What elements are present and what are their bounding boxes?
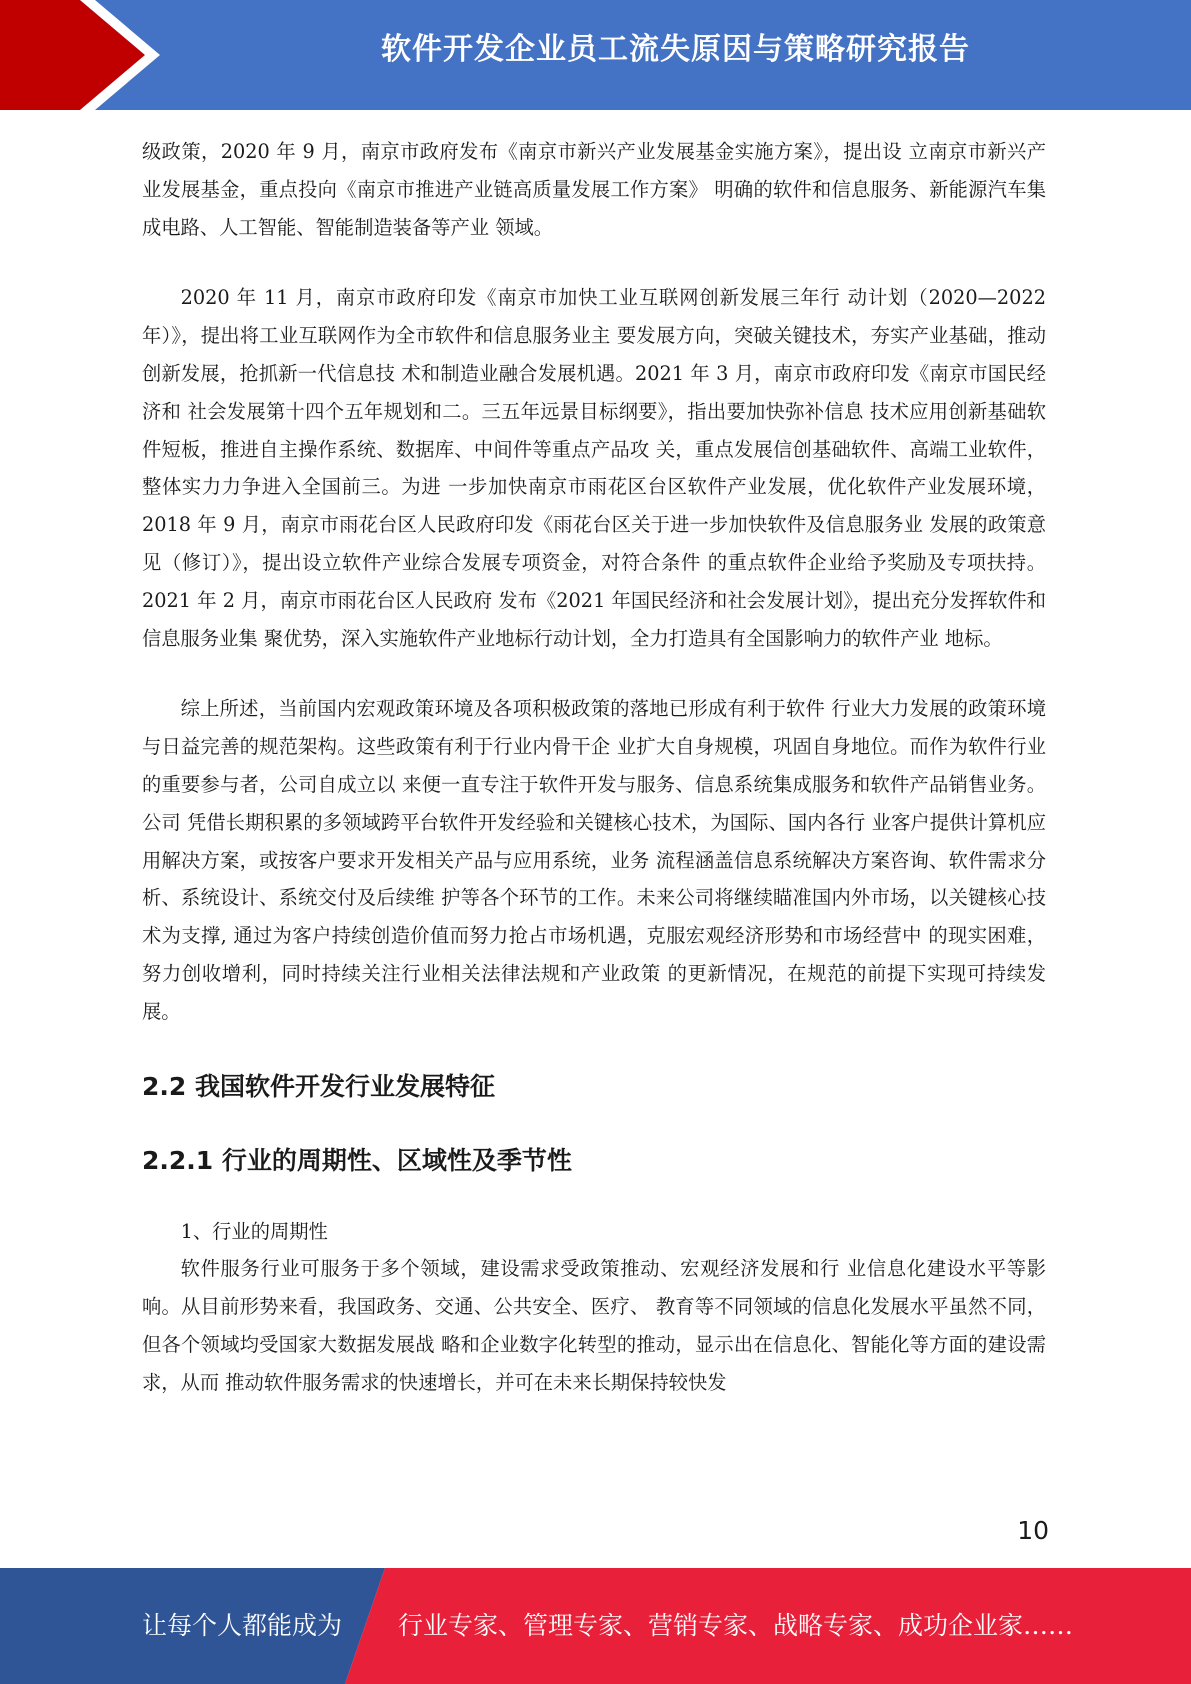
paragraph-policy-2020-11: 2020 年 11 月，南京市政府印发《南京市加快工业互联网创新发展三年行 动计划（2020—2022 年）》，提出将工业互联网作为全市软件和信息服务业主 要发展方向，突破关键技术，夯实产业基础，推动创新发展，抢抓新一代信息技 术和制造业融合发展机遇。2021 年 3 月，南京市政府印发《南京市国民经济和 社会发展第十四个五年规划和二。三五年远景目标纲要》，指出要加快弥补信息 技术应用创新基础软件短板，推进自主操作系统、数据库、中间件等重点产品攻 关，重点发展信创基础软件、高端工业软件，整体实力力争进入全国前三。为进 一步加快南京市雨花区台区软件产业发展，优化软件产业发展环境，2018 年 9 月，南京市雨花台区人民政府印发《雨花台区关于进一步加快软件及信息服务业 发展的政策意见（修订）》，提出设立软件产业综合发展专项资金，对符合条件 的重点软件企业给予奖励及专项扶持。2021 年 2 月，南京市雨花台区人民政府 发布《2021 年国民经济和社会发展计划》，提出充分发挥软件和信息服务业集 聚优势，深入实施软件产业地标行动计划，全力打造具有全国影响力的软件产业 地标。 [142,286,1046,650]
paragraph-summary: 综上所述，当前国内宏观政策环境及各项积极政策的落地已形成有利于软件 行业大力发展的政策环境与日益完善的规范架构。这些政策有利于行业内骨干企 业扩大自身规模，巩固自身地位。而作为软件行业的重要参与者，公司自成立以 来便一直专注于软件开发与服务、信息系统集成服务和软件产品销售业务。公司 凭借长期积累的多领域跨平台软件开发经验和关键核心技术，为国际、国内各行 业客户提供计算机应用解决方案，或按客户要求开发相关产品与应用系统，业务 流程涵盖信息系统解决方案咨询、软件需求分析、系统设计、系统交付及后续维 护等各个环节的工作。未来公司将继续瞄准国内外市场，以关键核心技术为支撑, 通过为客户持续创造价值而努力抢占市场机遇，克服宏观经济形势和市场经营中 的现实困难，努力创收增利，同时持续关注行业相关法律法规和产业政策 的更新情况，在规范的前提下实现可持续发展。 [142,697,1046,1023]
paragraph-policy-2020-09: 级政策，2020 年 9 月，南京市政府发布《南京市新兴产业发展基金实施方案》，提出设 立南京市新兴产业发展基金，重点投向《南京市推进产业链高质量发展工作方案》 明确的软件和信息服务、新能源汽车集成电路、人工智能、智能制造装备等产业 领域。 [142,140,1046,239]
page-header [0,0,1191,110]
page-footer [0,1568,1191,1684]
document-body [142,133,1046,1402]
subsection-label-cyclicality: 1、行业的周期性 [180,1219,328,1243]
section-heading-2-2-1: 2.2.1 行业的周期性、区域性及季节性 [142,1145,572,1175]
paragraph-cyclicality: 软件服务行业可服务于多个领域，建设需求受政策推动、宏观经济发展和行 业信息化建设水平等影响。从目前形势来看，我国政务、交通、公共安全、医疗、 教育等不同领域的信息化发展水平虽然不同，但各个领域均受国家大数据发展战 略和企业数字化转型的推动，显示出在信息化、智能化等方面的建设需求，从而 推动软件服务需求的快速增长，并可在未来长期保持较快发 [142,1257,1046,1394]
page-number: 10 [1017,1516,1049,1545]
section-heading-2-2: 2.2 我国软件开发行业发展特征 [142,1071,495,1101]
footer-slogan-right: 行业专家、管理专家、营销专家、战略专家、成功企业家…… [398,1611,1074,1640]
footer-slogan-left: 让每个人都能成为 [142,1611,343,1640]
header-arrow-decoration [0,0,200,110]
report-title: 软件开发企业员工流失原因与策略研究报告 [381,32,970,67]
